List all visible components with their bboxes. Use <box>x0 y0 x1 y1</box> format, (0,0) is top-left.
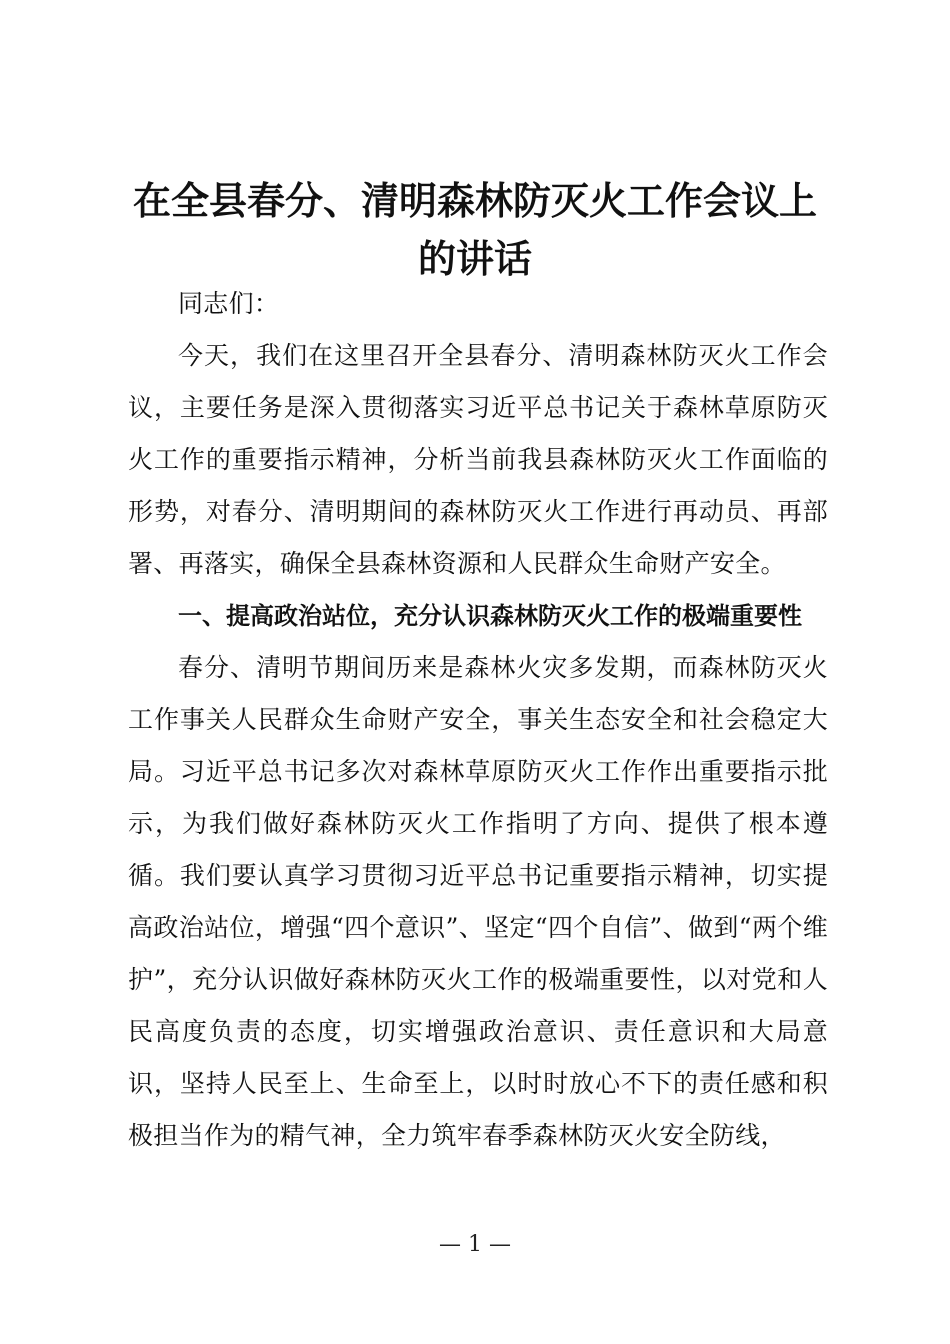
page-number: — 1 — <box>439 1232 511 1257</box>
salutation: 同志们： <box>178 289 280 318</box>
document-body <box>128 278 828 1162</box>
intro-paragraph: 今天，我们在这里召开全县春分、清明森林防灭火工作会议，主要任务是深入贯彻落实习近平总书记关于森林草原防灭火工作的重要指示精神，分析当前我县森林防灭火工作面临的形势，对春分、清明期间的森林防灭火工作进行再动员、再部署、再落实，确保全县森林资源和人民群众生命财产安全。 <box>128 341 828 578</box>
document-title: 在全县春分、清明森林防灭火工作会议上的讲话 <box>132 178 817 281</box>
section-heading: 一、提高政治站位，充分认识森林防灭火工作的极端重要性 <box>178 602 802 630</box>
section-paragraph: 春分、清明节期间历来是森林火灾多发期，而森林防灭火工作事关人民群众生命财产安全，事关生态安全和社会稳定大局。习近平总书记多次对森林草原防灭火工作作出重要指示批示，为我们做好森林防灭火工作指明了方向、提供了根本遵循。我们要认真学习贯彻习近平总书记重要指示精神，切实提高政治站位，增强“四个意识”、坚定“四个自信”、做到“两个维护”，充分认识做好森林防灭火工作的极端重要性，以对党和人民高度负责的态度，切实增强政治意识、责任意识和大局意识，坚持人民至上、生命至上，以时时放心不下的责任感和积极担当作为的精气神，全力筑牢春季森林防灭火安全防线， <box>128 653 828 1150</box>
